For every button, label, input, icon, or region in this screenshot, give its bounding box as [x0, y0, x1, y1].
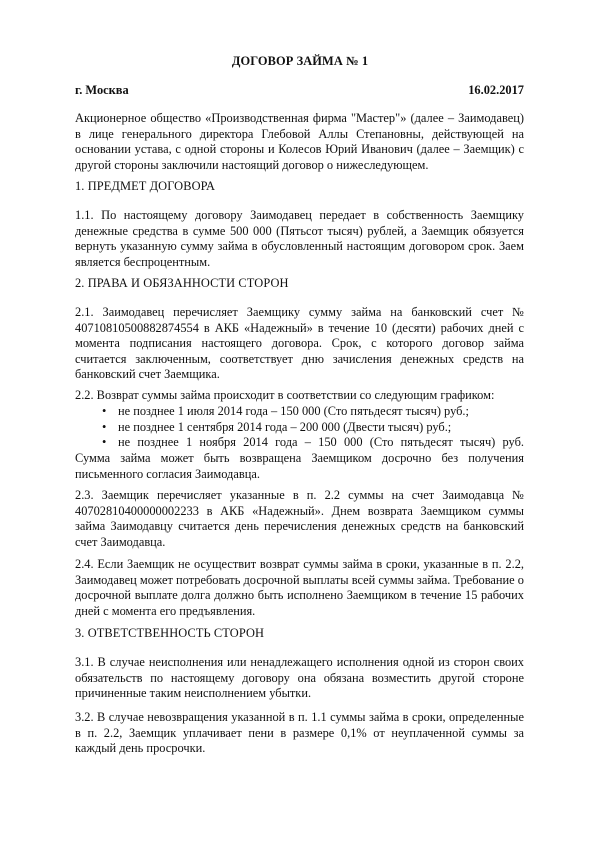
- section-3-heading: 3. ОТВЕТСТВЕННОСТЬ СТОРОН: [75, 626, 265, 640]
- schedule-item: • не позднее 1 июля 2014 года – 150 000 (Сто пятьдесят тысяч) руб.;: [75, 404, 524, 420]
- schedule-item: • не позднее 1 ноября 2014 года – 150 000 (Сто пятьдесят тысяч) руб.: [75, 435, 524, 451]
- document-title: ДОГОВОР ЗАЙМА № 1: [231, 54, 369, 68]
- paragraph-2-4: 2.4. Если Заемщик не осуществит возврат суммы займа в сроки, указанные в п. 2.2, Заимодавец может потребовать досрочной выплаты всей суммы займа. Требование о досрочной выплате долга должно быть исполнено Заемщиком в течение 15 рабочих дней с момента его предъявления.: [75, 557, 524, 618]
- paragraph-2-3: 2.3. Заемщик перечисляет указанные в п. 2.2 суммы на счет Заимодавца № 40702810400000002233 в АКБ «Надежный». Днем возврата Заемщиком суммы займа Заимодавцу считается день перечисления денежных средств на банковский счет Заимодавца.: [75, 488, 524, 549]
- paragraph-2-1: 2.1. Заимодавец перечисляет Заемщику сумму займа на банковский счет № 40710810500882874554 в АКБ «Надежный» в течение 10 (десяти) рабочих дней с момента подписания настоящего договора. Срок, с которого договор займа считается заключенным, соответствует дню зачисления денежных средств на банковский счет Заемщика.: [75, 305, 524, 382]
- section-1-heading: 1. ПРЕДМЕТ ДОГОВОРА: [75, 179, 216, 193]
- paragraph-3-2: 3.2. В случае невозвращения указанной в п. 1.1 суммы займа в сроки, определенные в п. 2.2, Заемщик уплачивает пени в размере 0,1% от неуплаченной суммы за каждый день просрочки.: [75, 710, 524, 756]
- date-label: 16.02.2017: [468, 83, 524, 97]
- section-2-heading: 2. ПРАВА И ОБЯЗАННОСТИ СТОРОН: [75, 276, 289, 290]
- paragraph-2-2: 2.2. Возврат суммы займа происходит в соответствии со следующим графиком:: [75, 388, 495, 402]
- city-label: г. Москва: [75, 83, 129, 97]
- preamble-paragraph: Акционерное общество «Производственная фирма "Мастер"» (далее – Заимодавец) в лице генерального директора Глебовой Аллы Степановны, действующей на основании устава, с одной стороны и Колесов Юрий Иванович (далее – Заемщик) с другой стороны заключили настоящий договор о нижеследующем.: [75, 111, 524, 172]
- schedule-list: [75, 404, 524, 451]
- paragraph-1-1: 1.1. По настоящему договору Заимодавец передает в собственность Заемщику денежные средства в сумме 500 000 (Пятьсот тысяч) рублей, а Заемщик обязуется вернуть указанную сумму займа в обусловленный настоящим договором срок. Заем является беспроцентным.: [75, 208, 524, 269]
- early-repayment-note: Сумма займа может быть возвращена Заемщиком досрочно без получения письменного согласия Заимодавца.: [75, 451, 524, 481]
- paragraph-3-1: 3.1. В случае неисполнения или ненадлежащего исполнения одной из сторон своих обязательств по настоящему договору она обязана возместить другой стороне причиненные таким неисполнением убытки.: [75, 655, 524, 701]
- schedule-item: • не позднее 1 сентября 2014 года – 200 000 (Двести тысяч) руб.;: [75, 420, 524, 436]
